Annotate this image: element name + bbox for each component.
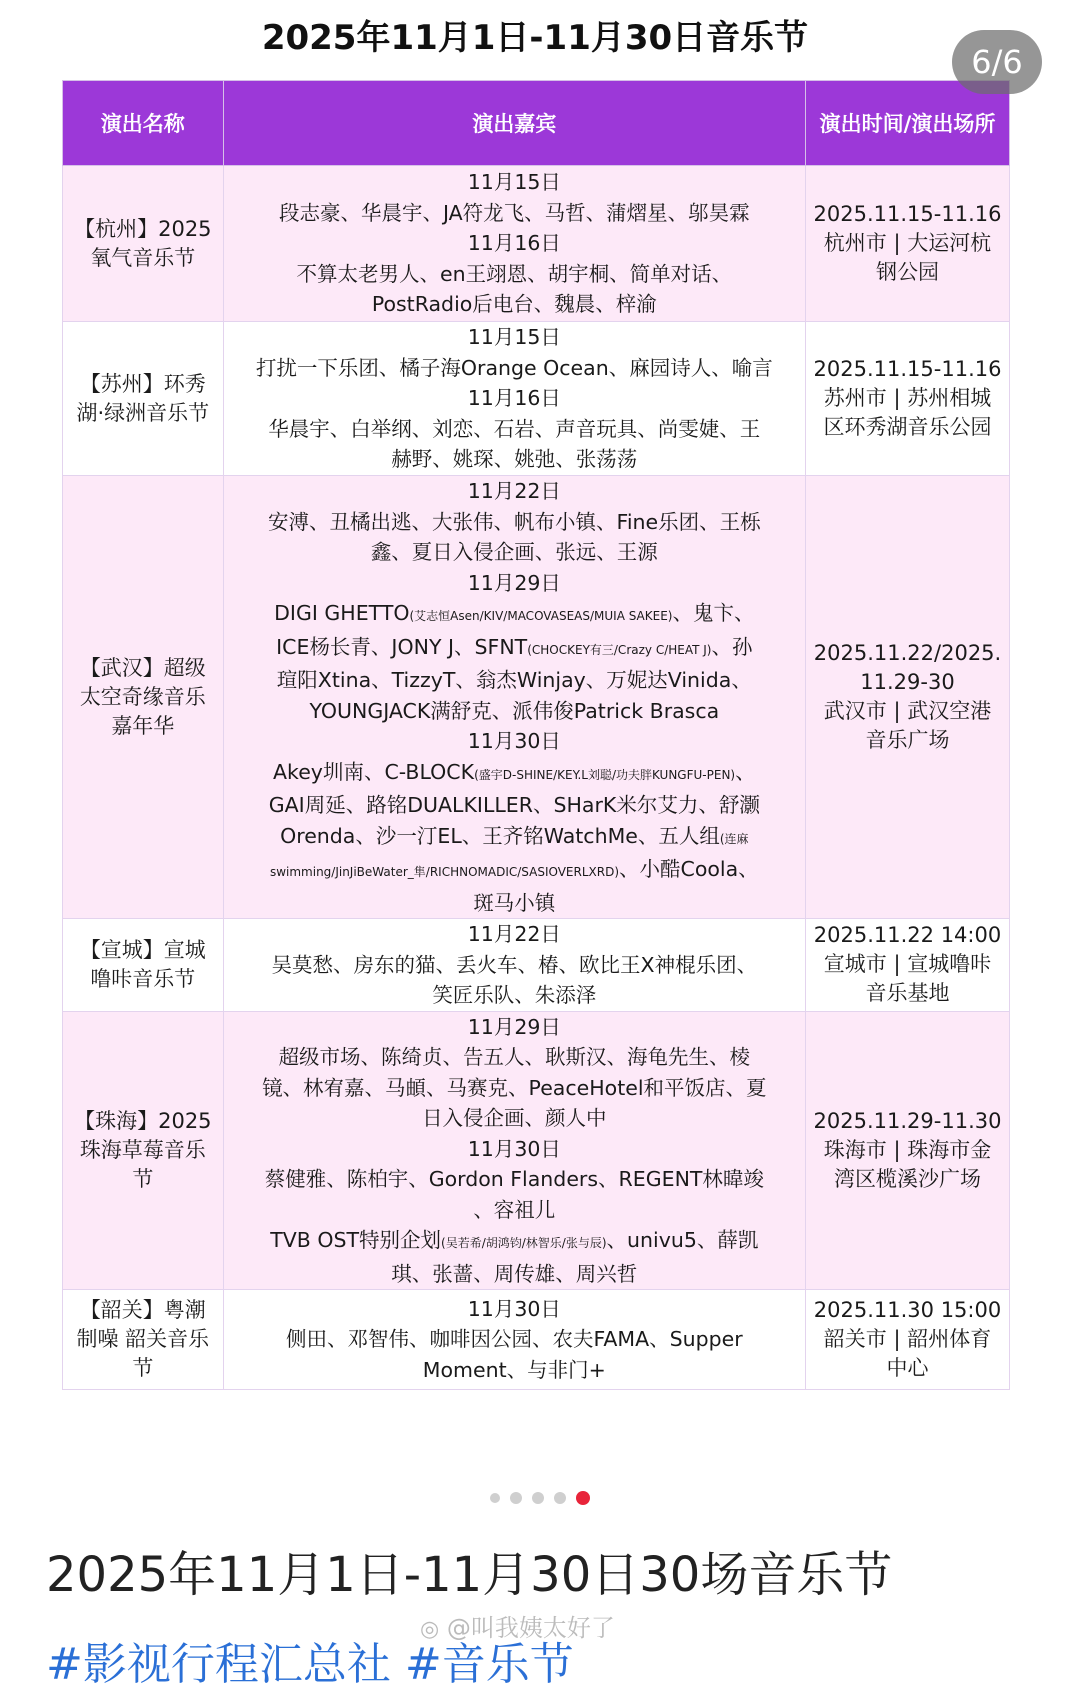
time-line: 2025.11.29-11.30 — [813, 1108, 1002, 1133]
guest-line: 11月16日 — [467, 231, 561, 256]
venue-line: 珠海市 | 珠海市金 — [823, 1137, 992, 1162]
guest-line: 日入侵企画、颜人中 — [422, 1106, 607, 1130]
guest-line: 11月30日 — [467, 1136, 561, 1161]
time-line: 2025.11.30 15:00 — [813, 1298, 1002, 1322]
festival-name-line: 【苏州】环秀 — [79, 371, 206, 396]
festival-name-line: 湖·绿洲音乐节 — [76, 400, 210, 425]
guest-line: 11月29日 — [467, 570, 561, 595]
guest-line: 11月15日 — [467, 325, 561, 350]
header-time-venue: 演出时间/演出场所 — [806, 81, 1010, 166]
festival-guests — [223, 919, 805, 1012]
time-line: 2025.11.22 14:00 — [813, 923, 1002, 948]
festival-name — [63, 919, 224, 1012]
guest-line: 11月15日 — [467, 170, 561, 195]
guest-line: 11月29日 — [467, 1014, 561, 1039]
venue-line: 宣城市 | 宣城噜咔 — [823, 952, 992, 977]
table-header-row — [63, 81, 1010, 166]
guest-line — [228, 757, 801, 791]
guest-line: 11月22日 — [467, 479, 561, 503]
guest-line: 11月22日 — [467, 922, 561, 946]
venue-line: 武汉市 | 武汉空港 — [823, 699, 992, 723]
guest-line: 侧田、邓智伟、咖啡因公园、农夫FAMA、Supper — [285, 1327, 743, 1352]
guest-text: 、 — [735, 759, 756, 784]
festival-name-line: 节 — [132, 1356, 154, 1380]
venue-line: 湾区榄溪沙广场 — [834, 1166, 981, 1191]
carousel-dot[interactable] — [490, 1493, 500, 1503]
festival-guests — [223, 322, 805, 476]
guest-line: 琪、张蔷、周传雄、周兴哲 — [391, 1261, 638, 1286]
guest-text: 、小酷Coola、 — [619, 857, 759, 881]
guest-line — [228, 1225, 801, 1259]
table-row — [63, 1290, 1010, 1390]
time-line: 2025.11.15-11.16 — [813, 202, 1002, 226]
festival-time-venue — [806, 919, 1010, 1012]
guest-line: 镜、林宥嘉、马頔、马赛克、PeaceHotel和平饭店、夏 — [262, 1075, 767, 1100]
guest-line: 不算太老男人、en王翊恩、胡宇桐、简单对话、 — [296, 261, 733, 286]
guest-line: 、容祖儿 — [473, 1197, 556, 1222]
image-title: 2025年11月1日-11月30日音乐节 — [261, 18, 809, 58]
guest-line: 超级市场、陈绮贞、告五人、耿斯汉、海龟先生、棱 — [278, 1045, 751, 1069]
guest-text: 、鬼卞、 — [672, 601, 755, 625]
venue-line: 音乐广场 — [865, 728, 950, 752]
festival-name — [63, 166, 224, 322]
guest-members: (艾志恒Asen/KIV/MACOVASEAS/MUIA SAKEE) — [409, 609, 673, 623]
guest-members: (盛宇D-SHINE/KEY.L刘聪/功夫胖KUNGFU-PEN) — [474, 767, 736, 782]
venue-line: 区环秀湖音乐公园 — [823, 415, 992, 439]
festival-name-line: 【武汉】超级 — [79, 655, 206, 680]
guest-line: 笑匠乐队、朱添泽 — [432, 983, 597, 1007]
guest-text: 、孙 — [711, 634, 753, 659]
guest-line — [228, 821, 801, 855]
festival-guests — [223, 166, 805, 322]
guest-members: (CHOCKEY有三/Crazy C/HEAT J) — [527, 642, 712, 657]
carousel-dot[interactable] — [532, 1492, 544, 1504]
table-row — [63, 919, 1010, 1012]
table-row — [63, 1011, 1010, 1290]
guest-line: 安溥、丑橘出逃、大张伟、帆布小镇、Fine乐团、王栎 — [268, 509, 761, 534]
festival-guests — [223, 1011, 805, 1290]
guest-line: PostRadio后电台、魏晨、梓渝 — [371, 292, 657, 317]
festival-name-line: 嘉年华 — [111, 713, 175, 738]
guest-line: 打扰一下乐团、橘子海Orange Ocean、麻园诗人、喻言 — [255, 355, 773, 380]
guest-members: (吴若希/胡鸿钧/林智乐/张与辰) — [441, 1236, 607, 1250]
guest-line: GAI周延、路铭DUALKILLER、SHarK米尔艾力、舒灏 — [268, 793, 760, 817]
header-show-name: 演出名称 — [63, 81, 224, 166]
guest-line: 瑄阳Xtina、TizzyT、翁杰Winjay、万妮达Vinida、 — [276, 668, 752, 692]
festival-table — [62, 80, 1010, 1390]
carousel-dot[interactable] — [510, 1492, 522, 1504]
guest-text: Orenda、沙一汀EL、王齐铭WatchMe、五人组 — [280, 823, 720, 848]
guest-line: 吴莫愁、房东的猫、丢火车、椿、欧比王X神棍乐团、 — [271, 952, 758, 977]
guest-line: 华晨宇、白举纲、刘恋、石岩、声音玩具、尚雯婕、王 — [268, 416, 761, 441]
table-row — [63, 476, 1010, 919]
carousel-dot[interactable] — [554, 1492, 566, 1504]
table-row — [63, 166, 1010, 322]
festival-name-line: 氧气音乐节 — [90, 245, 196, 270]
post-hashtags[interactable]: #影视行程汇总社 #音乐节 — [46, 1639, 574, 1690]
time-line: 2025.11.15-11.16 — [813, 357, 1002, 381]
guest-text: ICE杨长青、JONY J、SFNT — [276, 634, 528, 659]
festival-name-line: 【韶关】粤潮 — [79, 1298, 206, 1322]
festival-time-venue — [806, 1011, 1010, 1290]
carousel-dots[interactable] — [0, 1488, 1080, 1508]
image-counter-badge: 6/6 — [952, 30, 1042, 94]
user-watermark — [420, 1608, 615, 1643]
guest-text: DIGI GHETTO — [274, 601, 410, 625]
schedule-image — [55, 0, 1015, 1440]
guest-text: 、univu5、薛凯 — [606, 1228, 759, 1252]
festival-time-venue — [806, 322, 1010, 476]
festival-time-venue — [806, 476, 1010, 919]
festival-guests — [223, 476, 805, 919]
time-line: 11.29-30 — [860, 670, 955, 694]
festival-name-line: 【珠海】2025 — [74, 1108, 212, 1133]
guest-line: YOUNGJACK满舒克、派伟俊Patrick Brasca — [309, 698, 720, 723]
guest-line: 11月16日 — [467, 386, 561, 411]
guest-line — [228, 854, 801, 888]
festival-time-venue — [806, 166, 1010, 322]
time-line: 2025.11.22/2025. — [813, 641, 1002, 665]
guest-line: 段志豪、华晨宇、JA符龙飞、马哲、蒲熠星、邬昊霖 — [278, 200, 750, 225]
festival-guests — [223, 1290, 805, 1390]
header-guests: 演出嘉宾 — [223, 81, 805, 166]
venue-line: 韶关市 | 韶州体育 — [823, 1327, 992, 1351]
guest-line: 鑫、夏日入侵企画、张远、王源 — [370, 540, 658, 564]
festival-time-venue — [806, 1290, 1010, 1390]
festival-name-line: 珠海草莓音乐 — [79, 1137, 206, 1162]
guest-line: 赫野、姚琛、姚弛、张荡荡 — [391, 447, 638, 472]
venue-line: 中心 — [886, 1356, 929, 1380]
guest-members: (连麻 — [719, 831, 749, 846]
venue-line: 钢公园 — [876, 260, 939, 284]
guest-text: TVB OST特别企划 — [270, 1228, 442, 1252]
guest-line — [228, 632, 801, 666]
table-row — [63, 322, 1010, 476]
carousel-dot-active[interactable] — [576, 1491, 590, 1505]
festival-name — [63, 476, 224, 919]
venue-line: 苏州市 | 苏州相城 — [823, 386, 992, 410]
venue-line: 杭州市 | 大运河杭 — [823, 231, 992, 255]
guest-line: 11月30日 — [467, 1296, 561, 1321]
venue-line: 音乐基地 — [865, 981, 950, 1006]
festival-name-line: 节 — [132, 1166, 154, 1191]
post-title: 2025年11月1日-11月30日30场音乐节 — [46, 1547, 893, 1603]
festival-name — [63, 322, 224, 476]
festival-name-line: 制噪 韶关音乐 — [76, 1327, 210, 1351]
watermark-text: @叫我姨太好了 — [446, 1614, 615, 1642]
festival-name-line: 【宣城】宣城 — [79, 937, 206, 962]
guest-text: Akey圳南、C-BLOCK — [273, 759, 475, 784]
festival-name-line: 太空奇缘音乐 — [79, 684, 206, 709]
guest-line: 11月30日 — [467, 729, 561, 753]
festival-name-line: 噜咔音乐节 — [90, 966, 196, 991]
guest-line: 蔡健雅、陈柏宇、Gordon Flanders、REGENT林暐竣 — [264, 1167, 764, 1191]
festival-name — [63, 1290, 224, 1390]
guest-line: Moment、与非门+ — [422, 1357, 606, 1382]
weibo-icon: ◎ — [420, 1617, 440, 1642]
guest-line: 斑马小镇 — [473, 890, 556, 915]
festival-name — [63, 1011, 224, 1290]
guest-line — [228, 598, 801, 632]
guest-members: swimming/JinJiBeWater_隼/RICHNOMADIC/SASIOVERLXRD) — [269, 865, 620, 879]
festival-name-line: 【杭州】2025 — [74, 216, 212, 241]
